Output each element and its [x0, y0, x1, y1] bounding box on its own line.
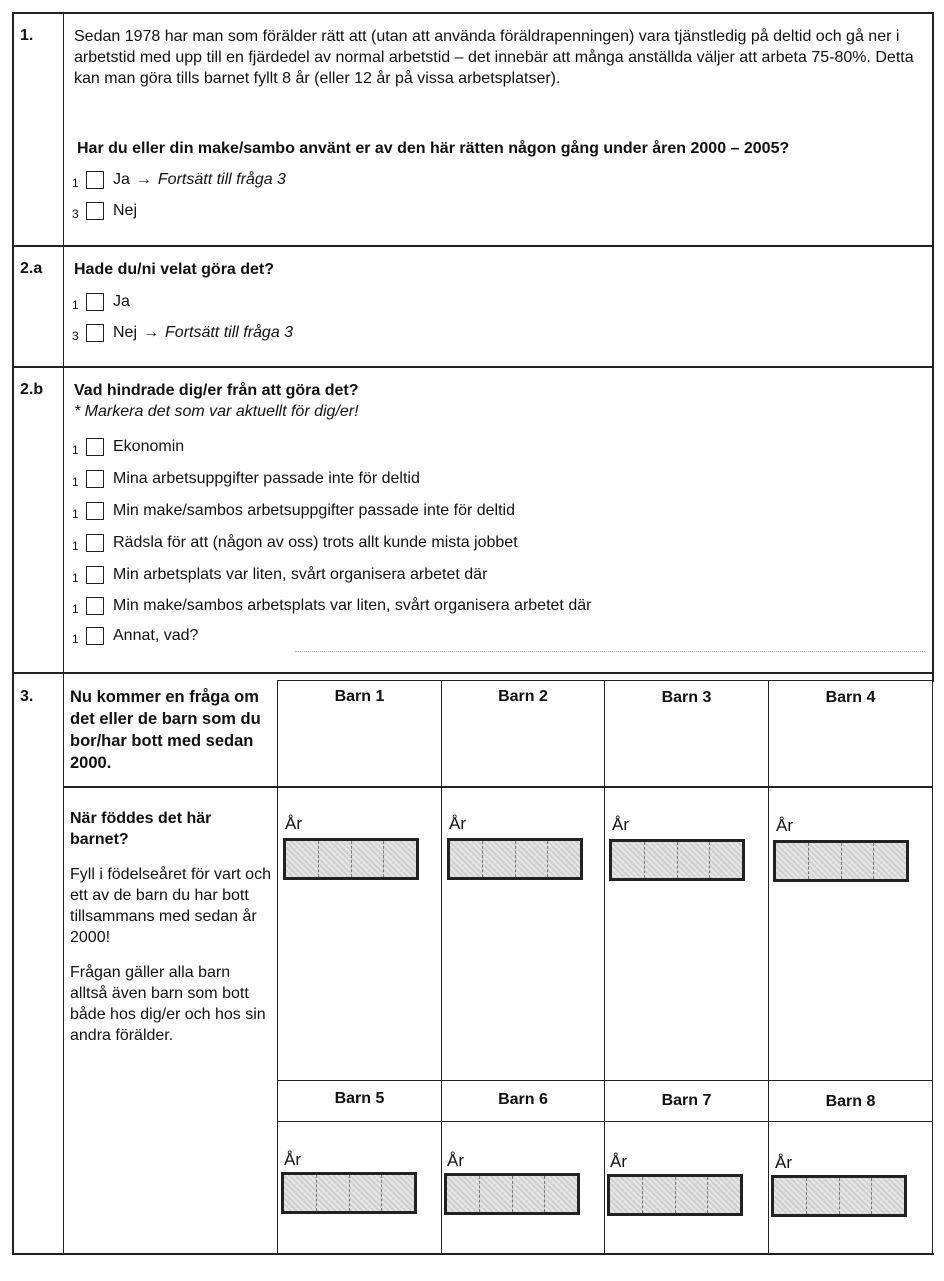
q2b-option-7[interactable] [72, 627, 198, 645]
q2b-instruction: * Markera det som var aktuellt för dig/er! [74, 403, 359, 420]
option-code: 1 [72, 602, 79, 616]
q3-instruction-1: Fyll i födelseåret för vart och ett av de barn du har bott tillsammans med sedan år 2000! [70, 866, 271, 946]
child-7-header: Barn 7 [661, 1092, 712, 1109]
option-label: Min arbetsplats var liten, svårt organisera arbetet där [113, 566, 488, 583]
q2a-question: Hade du/ni velat göra det? [74, 261, 275, 278]
child-5-header: Barn 5 [334, 1090, 385, 1107]
option-code: 1 [72, 443, 79, 457]
q1-intro: Sedan 1978 har man som förälder rätt att (utan att använda föräldrapenningen) vara tjänstledig på deltid och gå ner i arbetstid med upp till en fjärdedel av normal arbetstid – det innebär att många anställda väljer att arbeta 75-80%. Detta kan man göra tills barnet fyllt 8 år (eller 12 år på vissa arbetsplatser). [74, 28, 914, 87]
q2b-number: 2.b [20, 381, 44, 398]
q3-question: När föddes det här barnet? [70, 810, 212, 848]
year-label: År [285, 814, 302, 833]
checkbox[interactable] [86, 627, 104, 645]
q2b-option-6[interactable] [72, 597, 591, 615]
q1-question: Har du eller din make/sambo använt er av den här rätten någon gång under åren 2000 – 2005? [77, 140, 790, 157]
q3-top-line [277, 680, 933, 681]
arrow-icon: → [135, 171, 152, 188]
q3-row2-header-line [277, 1121, 933, 1122]
row-divider-2 [12, 366, 934, 368]
skip-instruction: Fortsätt till fråga 3 [165, 324, 294, 341]
q2a-option-ja[interactable] [72, 293, 130, 311]
child-5-year-input[interactable] [281, 1172, 417, 1214]
other-answer-line[interactable] [295, 651, 925, 652]
checkbox[interactable] [86, 171, 104, 189]
option-code: 1 [72, 176, 79, 190]
checkbox[interactable] [86, 566, 104, 584]
q3-instruction-2: Frågan gäller alla barn alltså även barn som bott både hos dig/er och hos sin andra förälder. [70, 964, 266, 1044]
q1-option-ja[interactable] [72, 171, 286, 189]
option-label: Nej [113, 202, 138, 219]
checkbox[interactable] [86, 502, 104, 520]
q2b-option-5[interactable] [72, 566, 487, 584]
year-label: År [284, 1150, 301, 1169]
option-code: 1 [72, 539, 79, 553]
q3-number: 3. [20, 688, 34, 705]
q3-lower-col-2 [441, 788, 442, 1255]
row-divider-1 [12, 245, 934, 247]
child-4-year-input[interactable] [773, 840, 909, 882]
option-label: Nej [113, 324, 138, 341]
year-label: År [612, 815, 629, 834]
child-2-year-input[interactable] [447, 838, 583, 880]
option-code: 1 [72, 571, 79, 585]
child-3-year-input[interactable] [609, 839, 745, 881]
q3-right-edge [932, 680, 933, 1255]
q2a-number: 2.a [20, 260, 43, 277]
year-label: År [775, 1153, 792, 1172]
child-4-header: Barn 4 [825, 689, 876, 706]
q2b-option-3[interactable] [72, 502, 515, 520]
frame-left [12, 12, 14, 1255]
option-label: Mina arbetsuppgifter passade inte för deltid [113, 470, 420, 487]
child-8-header: Barn 8 [825, 1093, 876, 1110]
option-label: Ja [113, 171, 130, 188]
checkbox[interactable] [86, 293, 104, 311]
option-code: 1 [72, 298, 79, 312]
q2b-option-2[interactable] [72, 470, 420, 488]
option-label: Ekonomin [113, 438, 185, 455]
q1-number: 1. [20, 27, 34, 44]
child-1-year-input[interactable] [283, 838, 419, 880]
q2b-option-4[interactable] [72, 534, 518, 552]
child-8-year-input[interactable] [771, 1175, 907, 1217]
number-column-divider [63, 12, 64, 1255]
q3-intro: Nu kommer en fråga om det eller de barn som du bor/har bott med sedan 2000. [70, 688, 261, 772]
option-label: Min make/sambos arbetsplats var liten, svårt organisera arbetet där [113, 597, 592, 614]
year-label: År [610, 1152, 627, 1171]
frame-top [12, 12, 934, 14]
option-code: 1 [72, 632, 79, 646]
q2b-question: Vad hindrade dig/er från att göra det? [74, 382, 359, 399]
child-6-header: Barn 6 [498, 1091, 548, 1108]
frame-right [932, 12, 934, 682]
year-label: År [447, 1151, 464, 1170]
child-3-header: Barn 3 [661, 689, 712, 706]
row-divider-3 [12, 672, 934, 674]
checkbox[interactable] [86, 324, 104, 342]
option-code: 3 [72, 207, 79, 221]
checkbox[interactable] [86, 470, 104, 488]
skip-instruction: Fortsätt till fråga 3 [157, 171, 286, 188]
child-7-year-input[interactable] [607, 1174, 743, 1216]
frame-bottom [12, 1253, 934, 1255]
checkbox[interactable] [86, 597, 104, 615]
arrow-icon: → [143, 324, 160, 341]
option-label: Rädsla för att (någon av oss) trots allt kunde mista jobbet [113, 534, 518, 551]
option-code: 1 [72, 475, 79, 489]
child-1-header: Barn 1 [334, 688, 385, 705]
checkbox[interactable] [86, 438, 104, 456]
option-label: Annat, vad? [113, 627, 199, 644]
q3-col-divider-1 [277, 680, 278, 1255]
option-code: 3 [72, 329, 79, 343]
q2a-option-nej[interactable] [72, 324, 293, 342]
checkbox[interactable] [86, 202, 104, 220]
year-label: År [449, 814, 466, 833]
option-label: Min make/sambos arbetsuppgifter passade inte för deltid [113, 502, 515, 519]
year-label: År [776, 816, 793, 835]
q2b-option-1[interactable] [72, 438, 184, 456]
q3-lower-col-3 [604, 788, 605, 1255]
q1-option-nej[interactable] [72, 202, 137, 220]
q3-lower-col-4 [768, 788, 769, 1255]
q3-row2-line [277, 1080, 933, 1081]
option-code: 1 [72, 507, 79, 521]
child-6-year-input[interactable] [444, 1173, 580, 1215]
child-2-header: Barn 2 [498, 688, 548, 705]
option-label: Ja [113, 293, 130, 310]
q3-header-line [63, 786, 933, 788]
checkbox[interactable] [86, 534, 104, 552]
